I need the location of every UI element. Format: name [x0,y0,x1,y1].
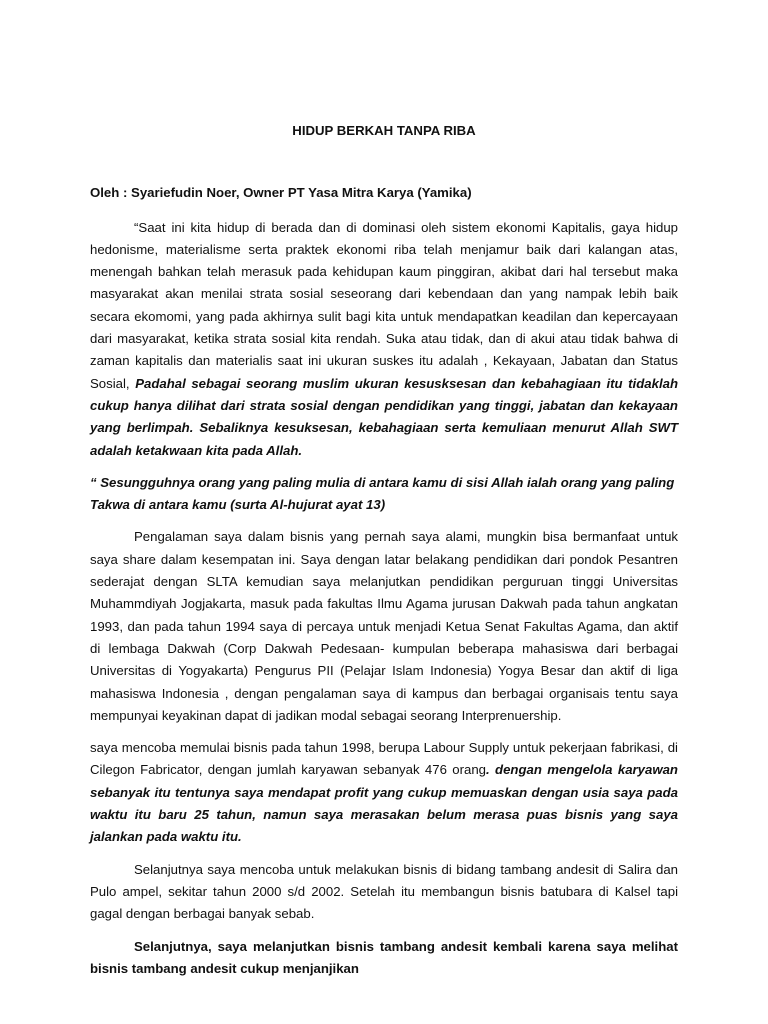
paragraph-business-start [90,737,678,848]
intro-emphasis: Padahal sebagai seorang muslim ukuran kesusksesan dan kebahagiaan itu tidaklah cukup hanya dilihat dari strata sosial dengan pendidikan yang tinggi, jabatan dan kekayaan yang berlimpah. Sebaliknya kesuksesan, kebahagiaan serta kemuliaan menurut Allah SWT adalah ketakwaan kita pada Allah. [90,375,678,458]
business-start-emphasis: . dengan mengelola karyawan sebanyak itu tentunya saya mendapat profit yang cukup memuaskan dengan usia saya pada waktu itu baru 25 tahun, namun saya merasakan belum merasa puas bisnis yang saya jalankan pada waktu itu. [90,762,678,845]
intro-text: “Saat ini kita hidup di berada dan di dominasi oleh sistem ekonomi Kapitalis, gaya hidup hedonisme, materialisme serta praktek ekonomi riba telah menjamur baik dari kalangan atas, menengah bahkan telah merasuk pada kehidupan kaum pinggiran, akibat dari hal tersebut maka masyarakat akan menilai strata sosial seseorang dari kebendaan dan yang nampak lebih baik secara ekomomi, yang pada akhirnya sulit bagi kita untuk mendapatkan keadilan dan kepercayaan dari masyarakat, ketika strata sosial kita rendah. Suka atau tidak, dan di akui atau tidak bahwa di zaman kapitalis dan materialis saat ini ukuran suskes itu adalah , Kekayaan, Jabatan dan Status Sosial, [90,219,678,391]
business-start-text: saya mencoba memulai bisnis pada tahun 1998, berupa Labour Supply untuk pekerjaan fabrikasi, di Cilegon Fabricator, dengan jumlah karyawan sebanyak 476 orang [90,740,678,778]
quran-quote: “ Sesungguhnya orang yang paling mulia di antara kamu di sisi Allah ialah orang yang paling Takwa di antara kamu (surta Al-hujurat ayat 13) [90,474,675,513]
author-line: Oleh : Syariefudin Noer, Owner PT Yasa Mitra Karya (Yamika) [90,185,472,201]
document-title: HIDUP BERKAH TANPA RIBA [292,123,476,138]
paragraph-continuation: Selanjutnya, saya melanjutkan bisnis tambang andesit kembali karena saya melihat bisnis tambang andesit cukup menjanjikan [90,938,678,976]
paragraph-andesite: Selanjutnya saya mencoba untuk melakukan bisnis di bidang tambang andesit di Salira dan Pulo ampel, sekitar tahun 2000 s/d 2002. Setelah itu membangun bisnis batubara di Kalsel tapi gagal dengan berbagai banyak sebab. [90,861,678,922]
document-page [90,120,678,980]
paragraph-intro [90,217,678,462]
paragraph-experience: Pengalaman saya dalam bisnis yang pernah saya alami, mungkin bisa bermanfaat untuk saya share dalam kesempatan ini. Saya dengan latar belakang pendidikan dari pondok Pesantren sederajat dengan SLTA kemudian saya melanjutkan pendidikan perguruan tinggi Universitas Muhammdiyah Jogjakarta, masuk pada fakultas Ilmu Agama jurusan Dakwah pada tahun angkatan 1993, dan pada tahun 1994 saya di percaya untuk menjadi Ketua Senat Fakultas Agama, dan aktif di lembaga Dakwah (Corp Dakwah Pedesaan- kumpulan beberapa mahasiswa dari berbagai Universitas di Yogyakarta) Pengurus PII (Pelajar Islam Indonesia) Yogya Besar dan aktif di liga mahasiswa Indonesia , dengan pengalaman saya di kampus dan berbagai organisais tentu saya mempunyai keyakinan dapat di jadikan modal sebagai seorang Interprenuership. [90,529,678,723]
